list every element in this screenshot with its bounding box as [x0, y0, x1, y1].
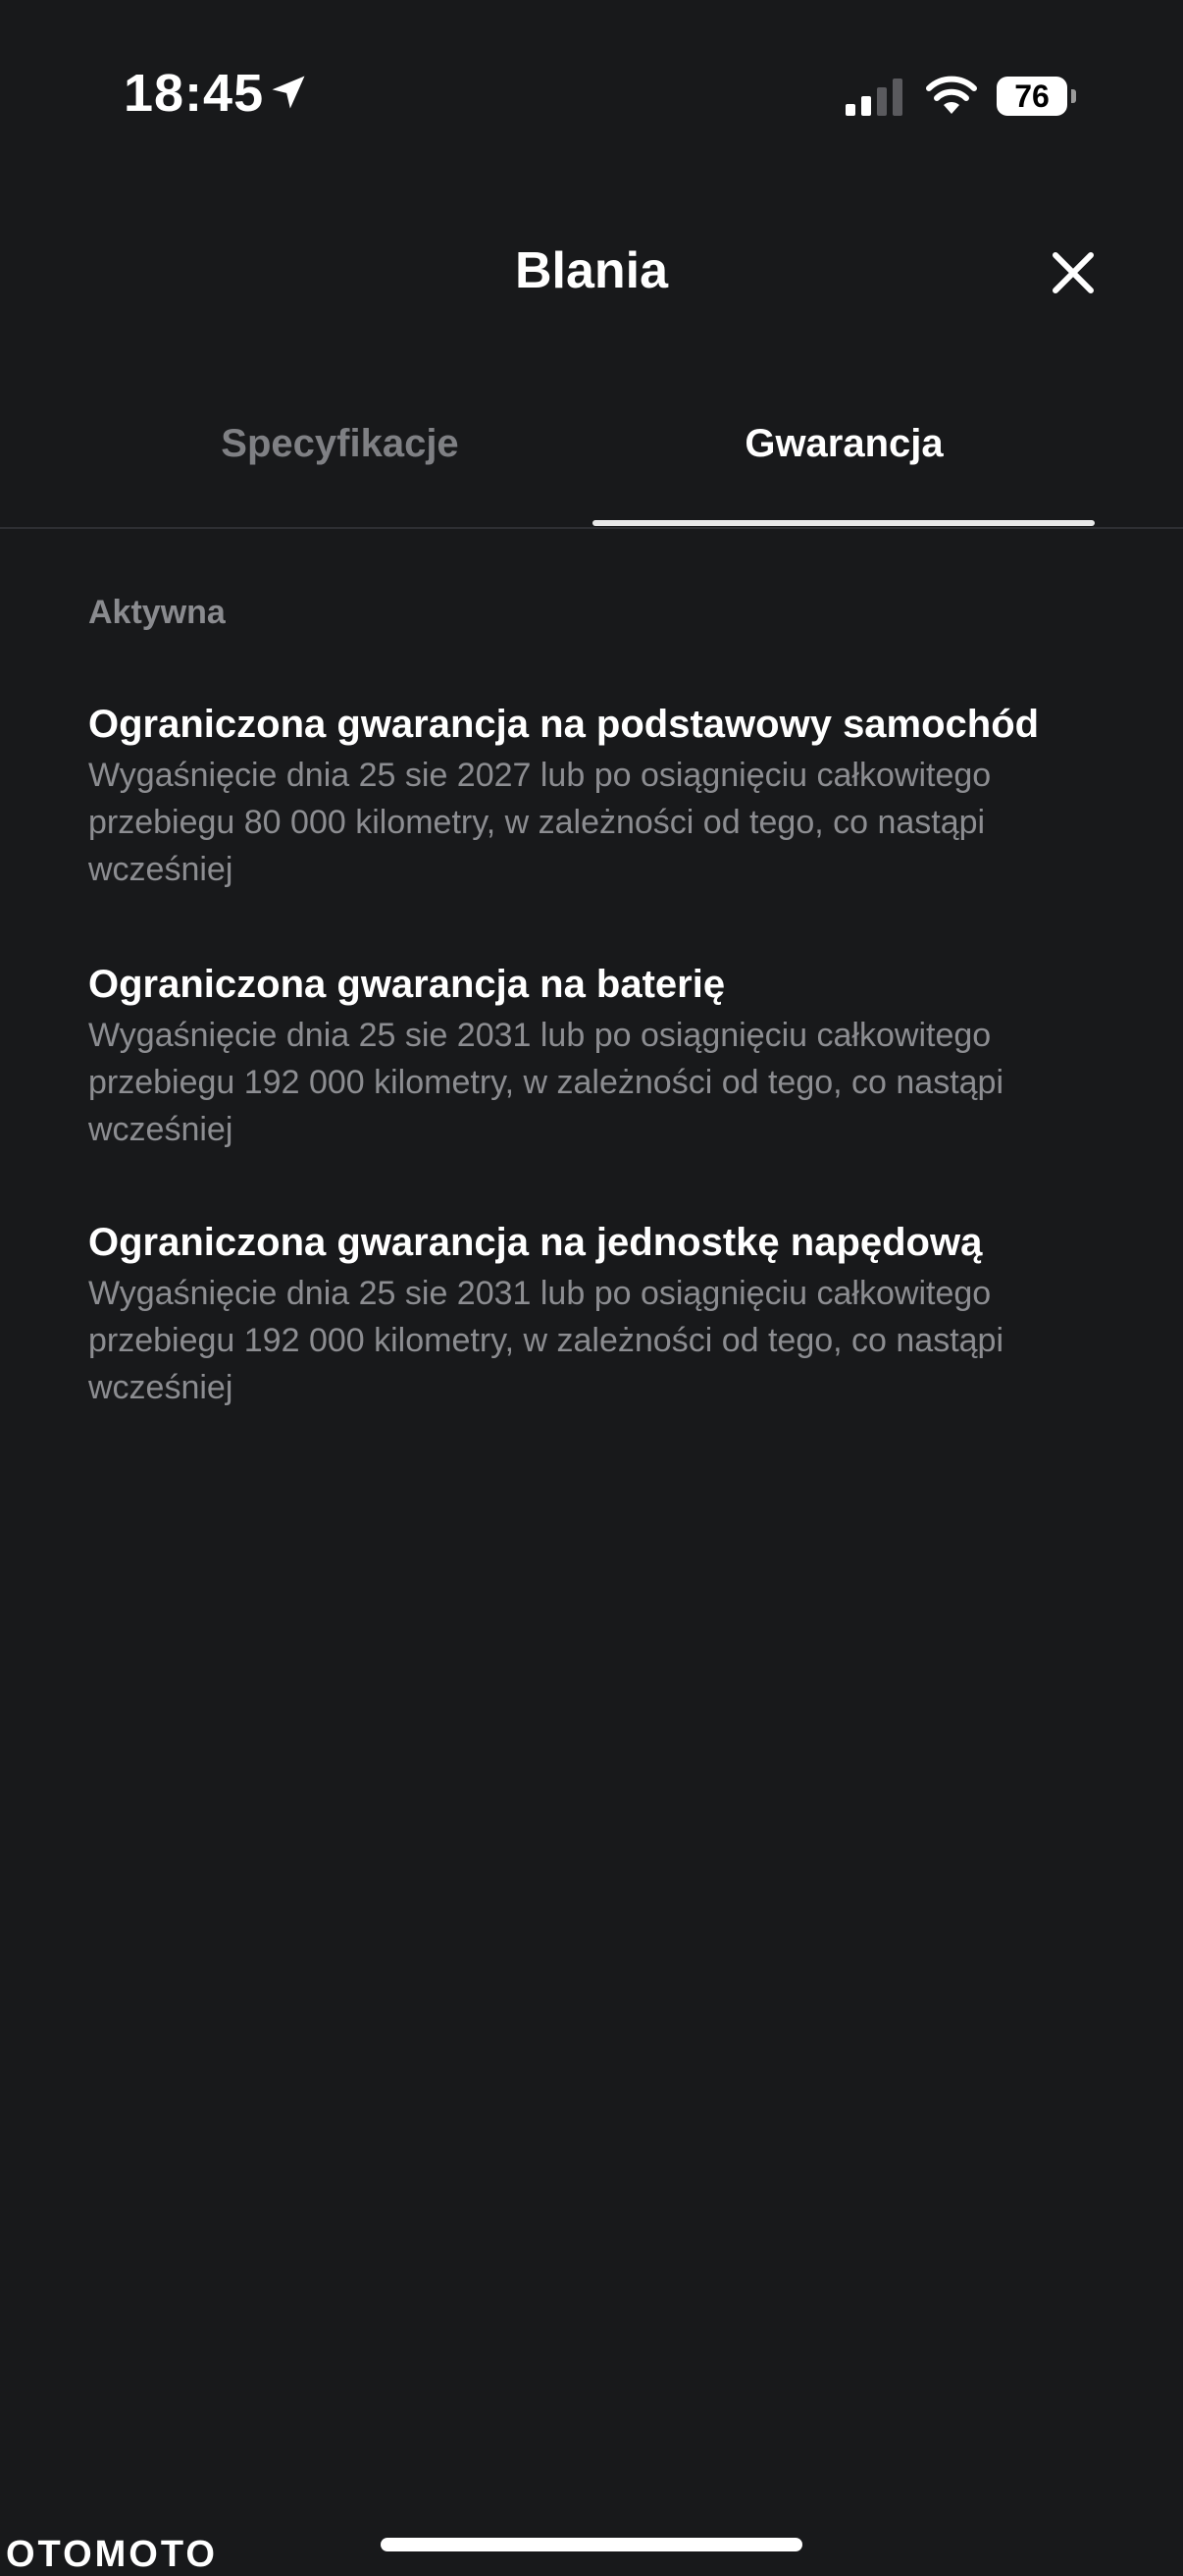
warranty-item-title: Ograniczona gwarancja na jednostkę napędową [88, 1221, 983, 1264]
battery-level: 76 [1014, 79, 1050, 114]
tab-specyfikacje[interactable]: Specyfikacje [221, 422, 459, 465]
wifi-icon [924, 73, 979, 116]
tab-bar [0, 393, 1183, 530]
warranty-item-description: Wygaśnięcie dnia 25 sie 2031 lub po osiągnięciu całkowitego przebiegu 192 000 kilometry, w zależności od tego, co nastąpi wcześniej [88, 1275, 1004, 1406]
status-bar [0, 0, 1183, 186]
warranty-item [88, 957, 1118, 1153]
warranty-item-title: Ograniczona gwarancja na podstawowy samochód [88, 703, 1040, 746]
battery-tip [1071, 89, 1076, 103]
battery-icon [997, 77, 1077, 116]
active-tab-indicator [592, 520, 1095, 526]
cellular-signal-icon [846, 79, 904, 116]
page-title: Blania [514, 242, 669, 299]
warranty-item-title: Ograniczona gwarancja na baterię [88, 963, 726, 1006]
status-time: 18:45 [124, 64, 265, 123]
location-arrow-icon [267, 71, 310, 114]
close-icon[interactable] [1048, 247, 1099, 298]
tab-gwarancja[interactable]: Gwarancja [745, 422, 944, 465]
warranty-item-description: Wygaśnięcie dnia 25 sie 2027 lub po osiągnięciu całkowitego przebiegu 80 000 kilometry, w zależności od tego, co nastąpi wcześniej [88, 757, 992, 888]
warranty-item-description: Wygaśnięcie dnia 25 sie 2031 lub po osiągnięciu całkowitego przebiegu 192 000 kilometry, w zależności od tego, co nastąpi wcześniej [88, 1017, 1004, 1148]
warranty-item [88, 697, 1118, 893]
otomoto-watermark: OTOMOTO [6, 2534, 218, 2575]
section-label: Aktywna [88, 594, 226, 631]
tabs-divider [0, 527, 1183, 529]
home-indicator[interactable] [381, 2538, 802, 2551]
warranty-item [88, 1215, 1118, 1411]
